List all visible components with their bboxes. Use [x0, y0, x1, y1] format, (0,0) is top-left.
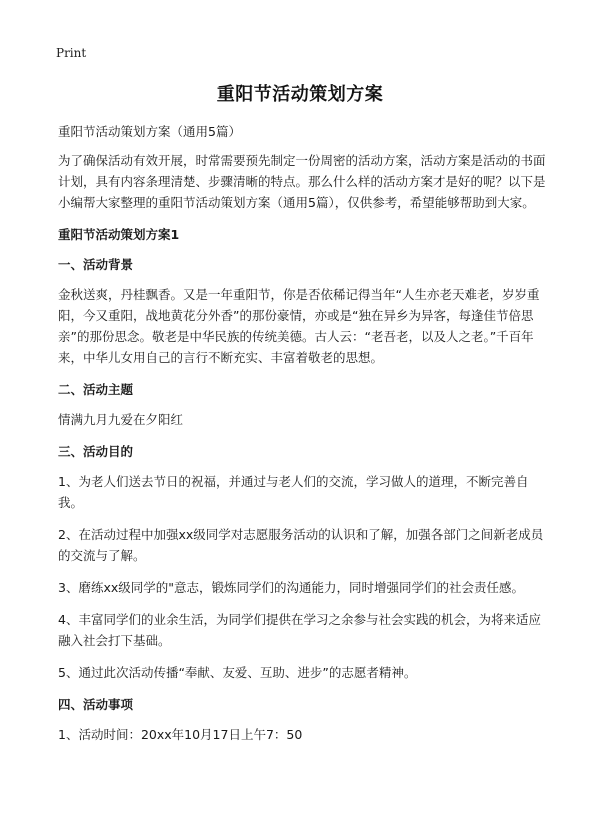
- document-title: 重阳节活动策划方案: [216, 84, 384, 105]
- background-paragraph: 金秋送爽，丹桂飘香。又是一年重阳节，你是否依稀记得当年“人生亦老天难老，岁岁重阳，今又重阳，战地黄花分外香”的那份豪情，亦或是“独在异乡为异客，每逢佳节倍思亲”的那份思念。敬老是中华民族的传统美德。古人云：“老吾老，以及人之老。”千百年来，中华儿女用自己的言行不断充实、丰富着敬老的思想。: [58, 287, 540, 365]
- section-title: 重阳节活动策划方案1: [58, 227, 180, 242]
- heading-purpose: 三、活动目的: [58, 444, 134, 459]
- purpose-item: 2、在活动过程中加强xx级同学对志愿服务活动的认识和了解，加强各部门之间新老成员的交流与了解。: [58, 527, 544, 563]
- purpose-item: 4、丰富同学们的业余生活，为同学们提供在学习之余参与社会实践的机会，为将来适应融入社会打下基础。: [58, 612, 541, 648]
- document-subtitle: 重阳节活动策划方案（通用5篇）: [58, 124, 241, 139]
- heading-theme: 二、活动主题: [58, 382, 134, 397]
- time-item: 1、活动时间：20xx年10月17日上午7：50: [58, 727, 303, 742]
- purpose-item: 1、为老人们送去节日的祝福，并通过与老人们的交流，学习做人的道理，不断完善自我。: [58, 474, 529, 510]
- heading-matters: 四、活动事项: [58, 697, 134, 712]
- theme-paragraph: 情满九月九爱在夕阳红: [58, 412, 184, 427]
- intro-paragraph: 为了确保活动有效开展，时常需要预先制定一份周密的活动方案，活动方案是活动的书面计划，具有内容条理清楚、步骤清晰的特点。那么什么样的活动方案才是好的呢？以下是小编帮大家整理的重阳节活动策划方案（通用5篇），仅供参考，希望能够帮助到大家。: [58, 153, 546, 210]
- purpose-item: 5、通过此次活动传播“奉献、友爱、互助、进步”的志愿者精神。: [58, 665, 417, 680]
- heading-background: 一、活动背景: [58, 257, 134, 272]
- document-body: [58, 121, 550, 756]
- print-label: Print: [56, 46, 87, 60]
- purpose-item: 3、磨练xx级同学的"意志，锻炼同学们的沟通能力，同时增强同学们的社会责任感。: [58, 580, 524, 595]
